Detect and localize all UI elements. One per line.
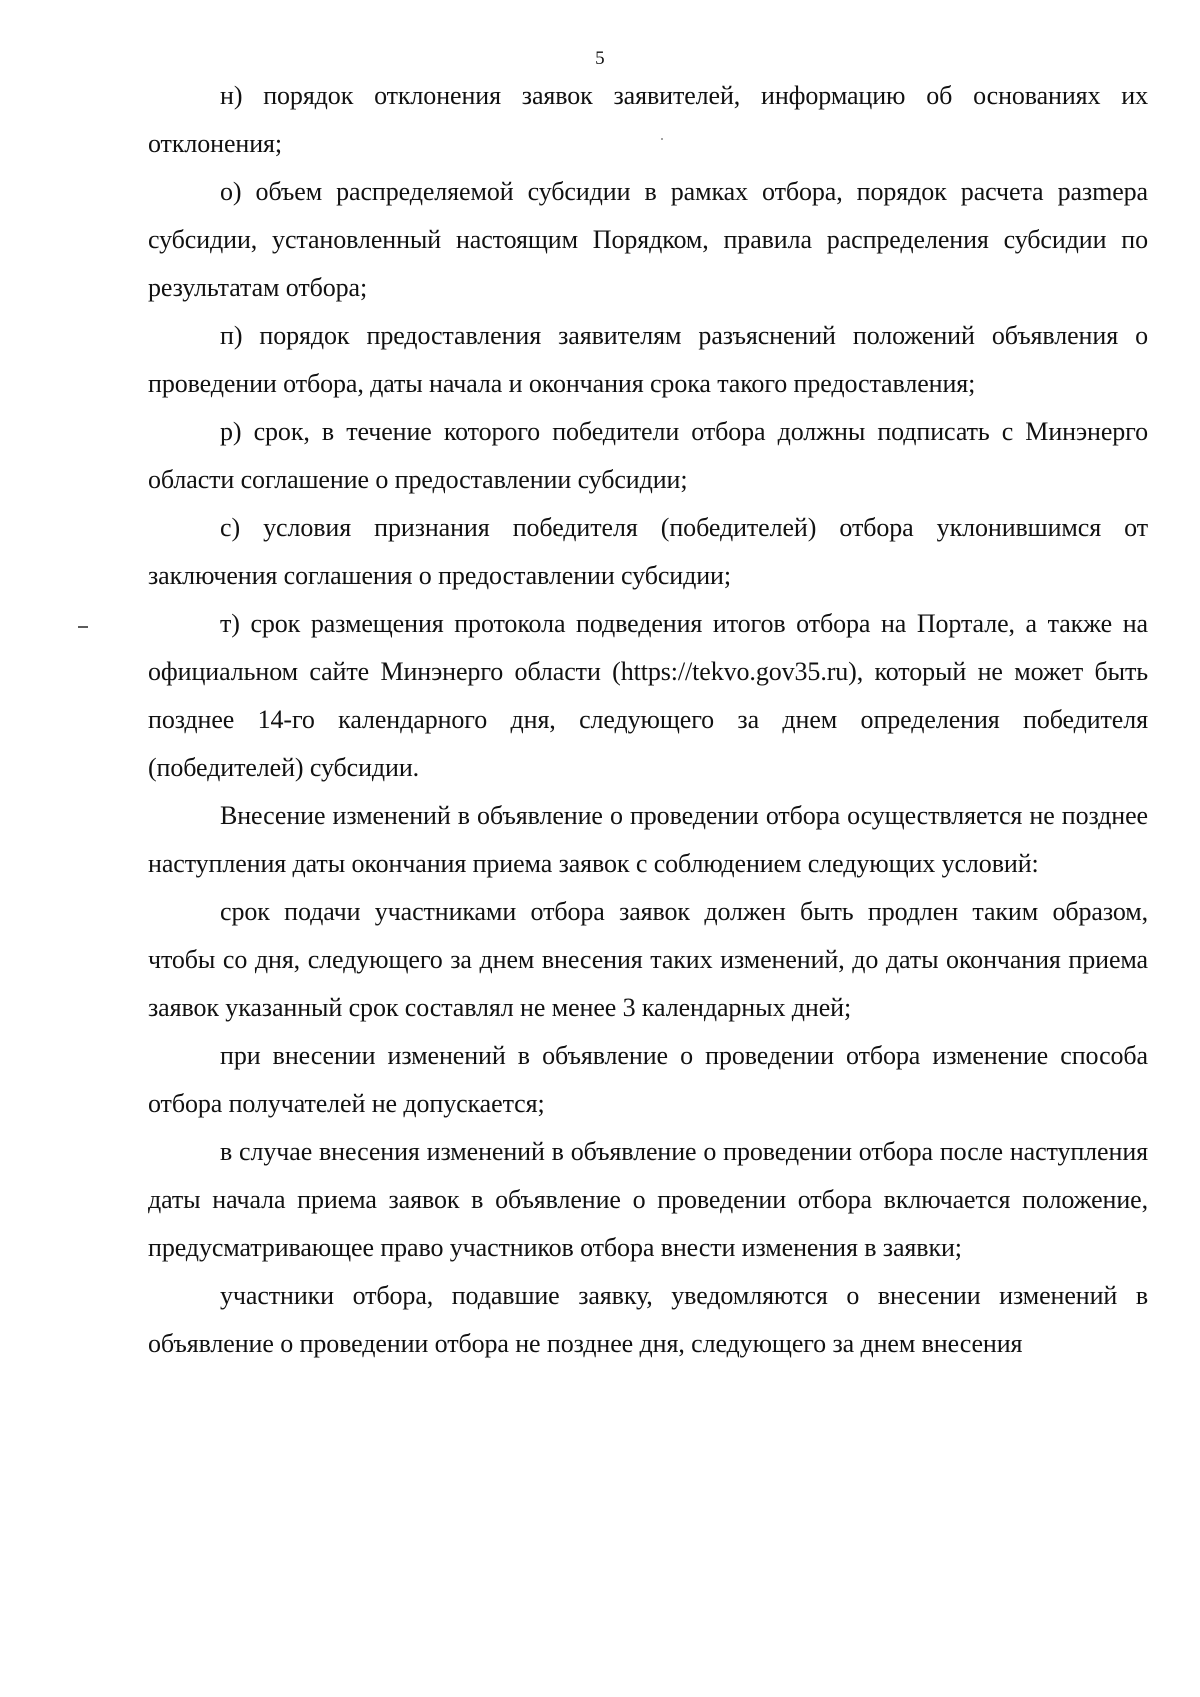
paragraph-item-n: н) порядок отклонения заявок заявителей, информацию об основаниях их отклонения; xyxy=(148,81,1148,158)
page-number: 5 xyxy=(595,48,605,69)
paragraph-item-p: п) порядок предоставления заявителям разъяснений положений объявления о проведении отбора, даты начала и окончания срока такого предоставления; xyxy=(148,321,1148,398)
paragraph-selection-method: при внесении изменений в объявление о проведении отбора изменение способа отбора получателей не допускается; xyxy=(148,1041,1148,1118)
document-body xyxy=(148,72,1148,1368)
paragraph-deadline-extension: срок подачи участниками отбора заявок должен быть продлен таким образом, чтобы со дня, следующего за днем внесения таких изменений, до даты окончания приема заявок указанный срок составлял не менее 3 календарных дней; xyxy=(148,897,1148,1022)
paragraph-item-r: р) срок, в течение которого победители отбора должны подписать с Минэнерго области соглашение о предоставлении субсидии; xyxy=(148,417,1148,494)
paragraph-item-s: с) условия признания победителя (победителей) отбора уклонившимся от заключения соглашения о предоставлении субсидии; xyxy=(148,513,1148,590)
paragraph-participant-notice: участники отбора, подавшие заявку, уведомляются о внесении изменений в объявление о проведении отбора не позднее дня, следующего за днем внесения xyxy=(148,1281,1148,1358)
paragraph-item-t: т) срок размещения протокола подведения итогов отбора на Портале, а также на официальном сайте Минэнерго области (https://tekvo.gov35.ru), который не может быть позднее 14-го календарного дня, следующего за днем определения победителя (победителей) субсидии. xyxy=(148,609,1148,782)
paragraph-amendments-intro: Внесение изменений в объявление о проведении отбора осуществляется не позднее наступления даты окончания приема заявок с соблюдением следующих условий: xyxy=(148,801,1148,878)
paragraph-amendment-rights: в случае внесения изменений в объявление о проведении отбора после наступления даты начала приема заявок в объявление о проведении отбора включается положение, предусматривающее право участников отбора внести изменения в заявки; xyxy=(148,1137,1148,1262)
margin-dash-mark xyxy=(78,626,88,628)
paragraph-item-o: о) объем распределяемой субсидии в рамках отбора, порядок расчета разmера субсидии, установленный настоящим Порядком, правила распределения субсидии по результатам отбора; xyxy=(148,177,1148,302)
